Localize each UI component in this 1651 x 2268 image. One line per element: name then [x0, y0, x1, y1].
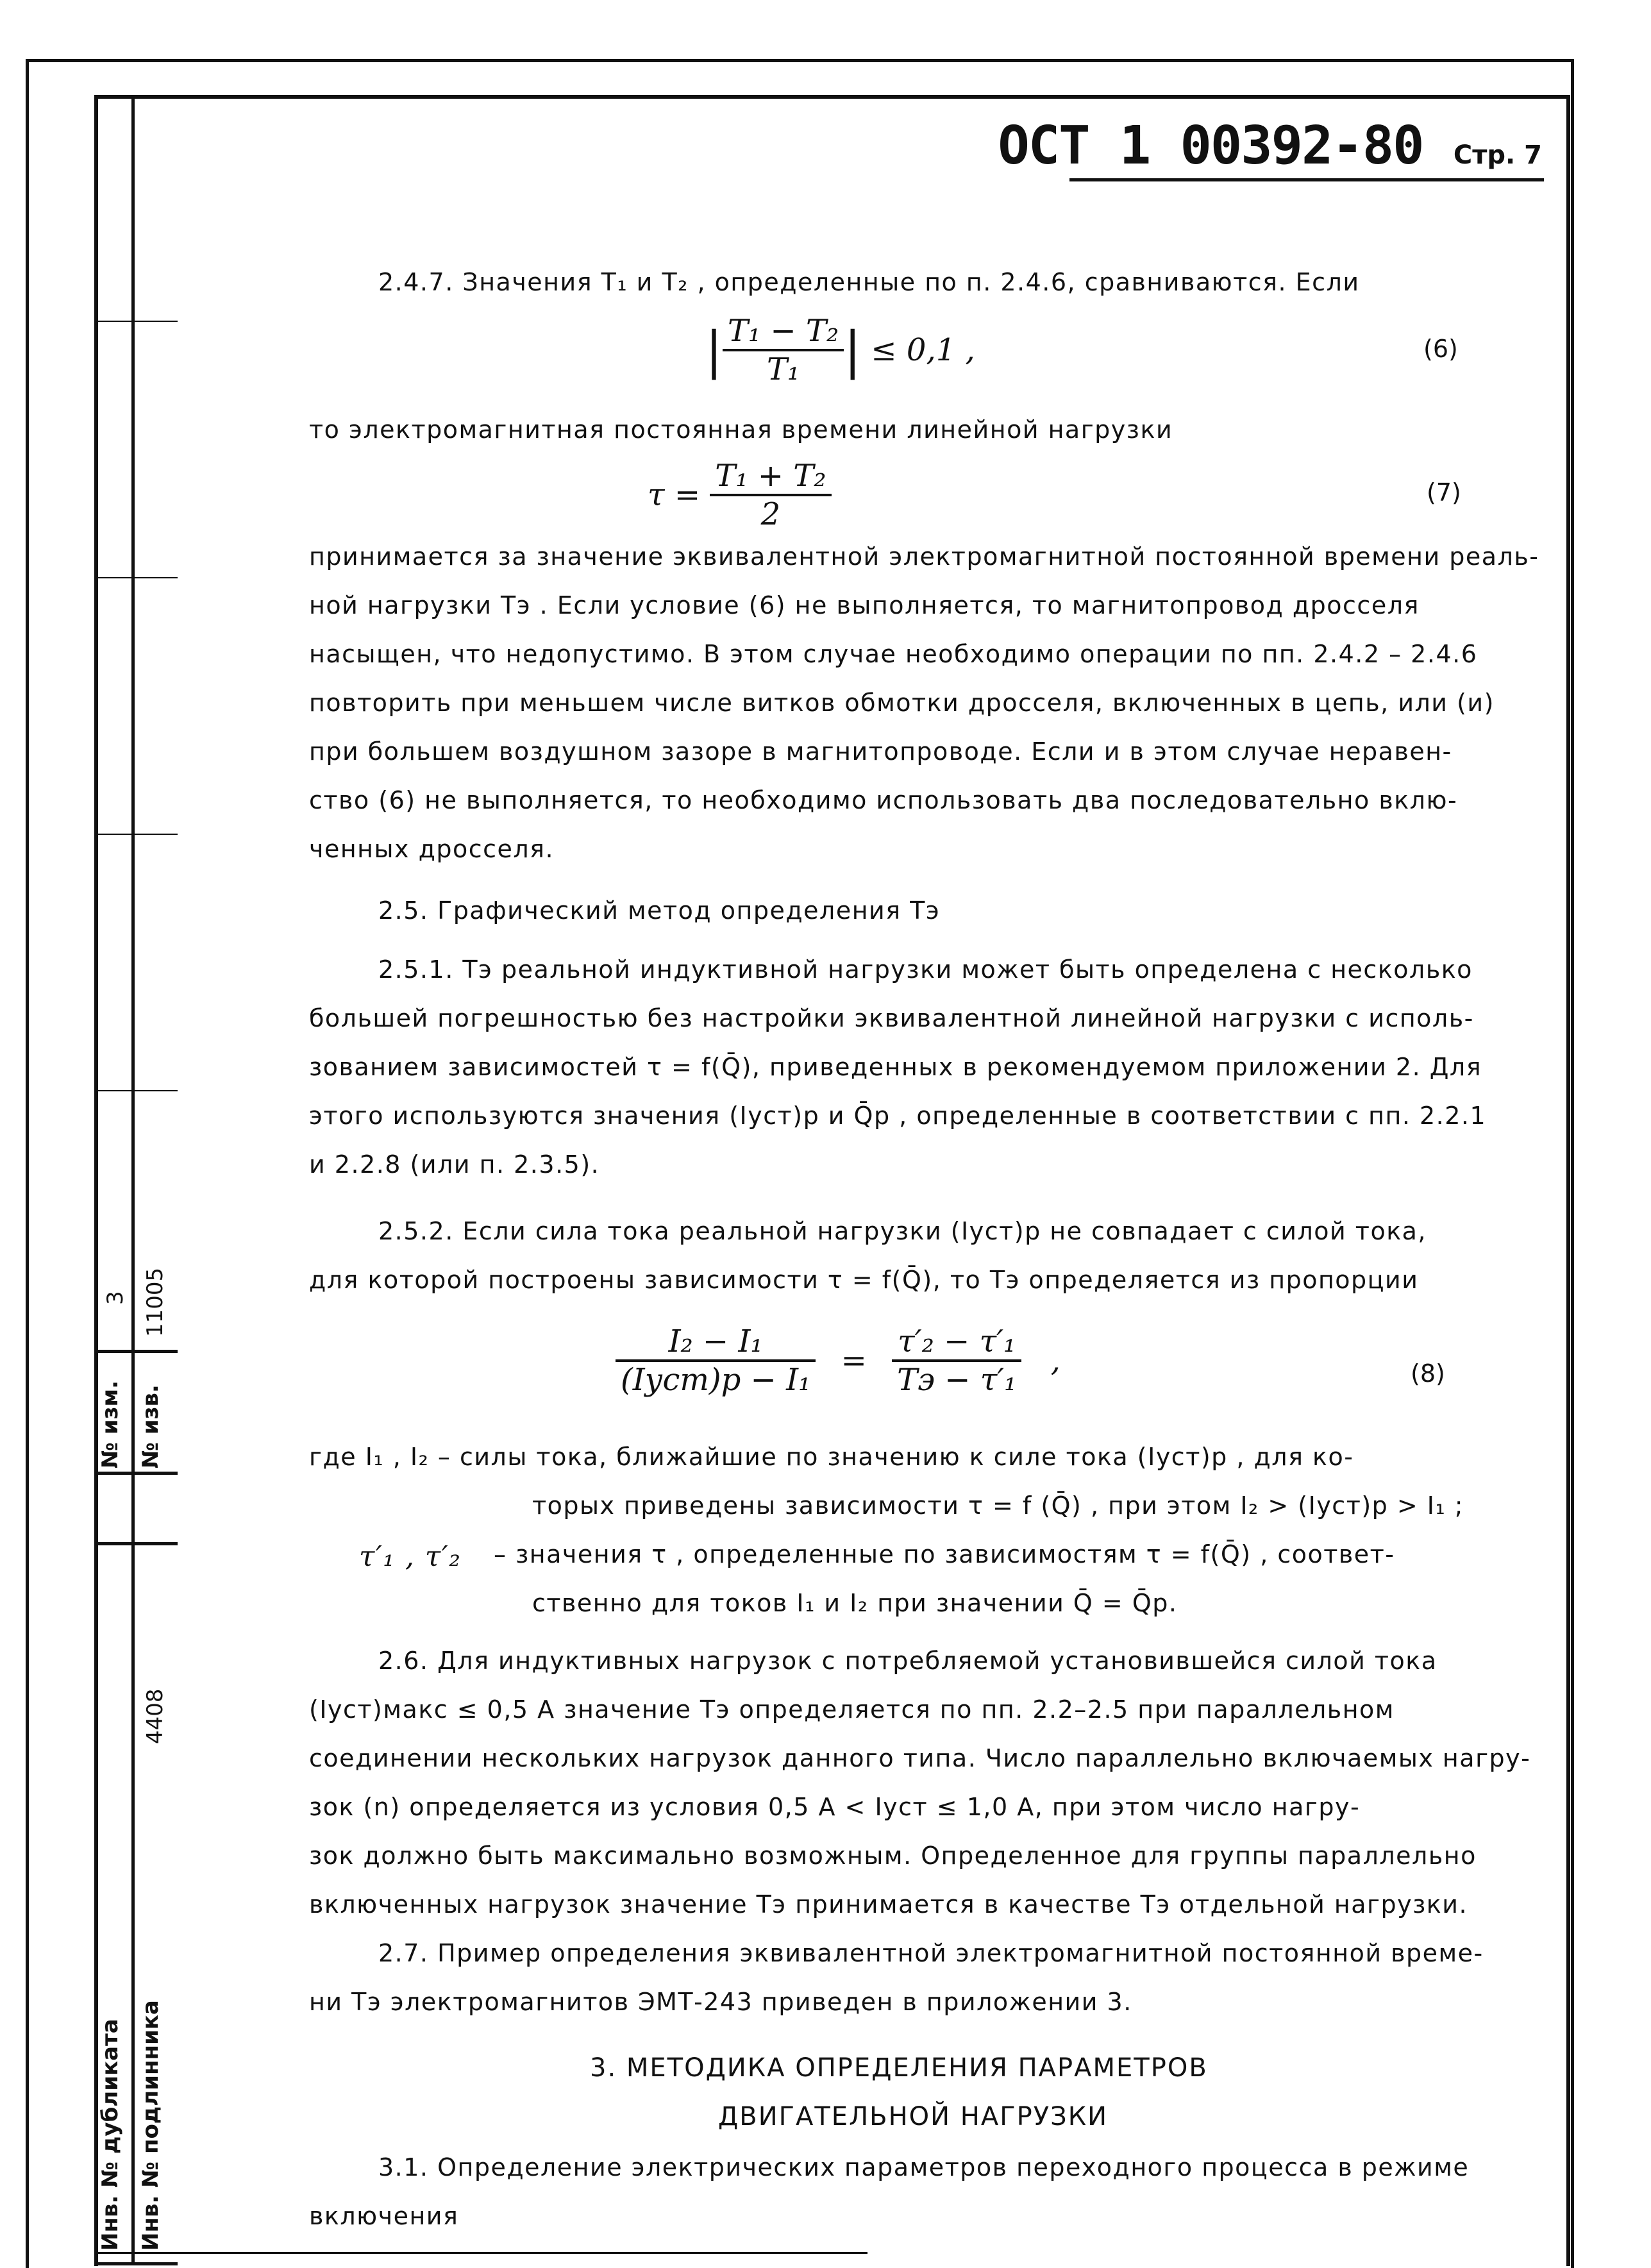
izm-label: № изм.: [97, 1380, 123, 1468]
text-line: зок (n) определяется из условия 0,5 А < Iуст ≤ 1,0 А, при этом число нагру-: [309, 1793, 1361, 1821]
page-number: Стр. 7: [1453, 140, 1542, 170]
formula-6: | $\frac{\text{T₁ − T₂}}{\text{T₁}}$ | ≤ 0,1 ,: [705, 313, 975, 387]
text-line: 3.1. Определение электрических параметров переходного процесса в режиме: [378, 2153, 1470, 2181]
formula-6-numerator: T₁ − T₂: [727, 313, 839, 349]
text-line: 2.5.2. Если сила тока реальной нагрузки (Iуст)р не совпадает с силой тока,: [378, 1217, 1427, 1245]
formula-7-fraction: [710, 458, 831, 532]
text-line: этого используются значения (Iуст)р и Q̄р , определенные в соответствии с пп. 2.2.1: [309, 1102, 1487, 1130]
paragraph-2-5: 2.5. Графический метод определения Tэ: [378, 896, 941, 925]
formula-8-left-numerator: I₂ − I₁: [668, 1323, 763, 1359]
text-line: насыщен, что недопустимо. В этом случае необходимо операции по пп. 2.4.2 – 2.4.6: [309, 640, 1478, 668]
formula-8-right-denominator: Tэ − τ′₁: [897, 1362, 1017, 1398]
formula-6-fraction: [723, 313, 844, 387]
section-3-heading-cont: ДВИГАТЕЛЬНОЙ НАГРУЗКИ: [718, 2102, 1109, 2131]
text-line: ченных дросселя.: [309, 835, 555, 863]
text-line: зованием зависимостей τ = f(Q̄), приведенных в рекомендуемом приложении 2. Для: [309, 1053, 1482, 1081]
formula-8-comma: ,: [1050, 1343, 1060, 1379]
tau-primes: τ′₁ , τ′₂: [359, 1540, 462, 1573]
text-line: для которой построены зависимости τ = f(Q̄), то Tэ определяется из пропорции: [309, 1266, 1419, 1294]
text-line: принимается за значение эквивалентной электромагнитной постоянной времени реаль-: [309, 542, 1539, 571]
formula-8-right-numerator: τ′₂ − τ′₁: [898, 1323, 1016, 1359]
text-line: ство (6) не выполняется, то необходимо использовать два последовательно вклю-: [309, 786, 1458, 814]
orig-value: 4408: [142, 1688, 168, 1744]
stamp-row-divider: [94, 2262, 178, 2265]
stamp-row-divider: [94, 1542, 178, 1545]
page-header: [998, 115, 1542, 176]
text-line: 2.6. Для индуктивных нагрузок с потребляемой установившейся силой тока: [378, 1647, 1437, 1675]
stamp-row-divider: [94, 577, 178, 578]
formula-7-denominator: 2: [760, 496, 781, 532]
formula-7: [648, 458, 832, 532]
formula-8-left-denominator: (Iуст)р − I₁: [621, 1362, 811, 1398]
stamp-row-divider: [94, 1350, 178, 1353]
izv-value: 11005: [142, 1267, 168, 1337]
stamp-row-divider: [94, 321, 178, 322]
text-line: повторить при меньшем числе витков обмотки дросселя, включенных в цепь, или (и): [309, 689, 1495, 717]
formula-7-numerator: T₁ + T₂: [715, 458, 826, 494]
stamp-column-divider: [131, 95, 135, 2262]
orig-label: Инв. № подлинника: [138, 2000, 163, 2251]
text-line: соединении нескольких нагрузок данного типа. Число параллельно включаемых нагру-: [309, 1744, 1531, 1772]
izv-label: № изв.: [138, 1384, 163, 1468]
text-line: 2.7. Пример определения эквивалентной электромагнитной постоянной време-: [378, 1939, 1484, 1967]
formula-8-equals: =: [841, 1343, 867, 1379]
text-line: включения: [309, 2202, 459, 2230]
formula-8-left-fraction: [616, 1323, 816, 1398]
paragraph-2-4-7: 2.4.7. Значения T₁ и T₂ , определенные по п. 2.4.6, сравниваются. Если: [378, 268, 1360, 296]
stamp-row-divider: [94, 1090, 178, 1091]
formula-8: [616, 1323, 1060, 1398]
text-line: (Iуст)макс ≤ 0,5 А значение Tэ определяется по пп. 2.2–2.5 при параллельном: [309, 1695, 1395, 1724]
formula-6-rhs: ≤ 0,1 ,: [871, 332, 975, 368]
stamp-row-divider: [94, 1472, 178, 1475]
text-line: ни Tэ электромагнитов ЭМТ-243 приведен в приложении 3.: [309, 1988, 1132, 2016]
text-line: ственно для токов I₁ и I₂ при значении Q̄ = Q̄р.: [532, 1589, 1178, 1617]
formula-6-number: (6): [1423, 335, 1458, 363]
bottom-rule: [98, 2252, 867, 2254]
text-line: и 2.2.8 (или п. 2.3.5).: [309, 1150, 600, 1179]
formula-8-right-fraction: [892, 1323, 1021, 1398]
formula-7-lhs: τ =: [648, 477, 701, 513]
formula-8-number: (8): [1411, 1359, 1445, 1388]
section-3-heading: 3. МЕТОДИКА ОПРЕДЕЛЕНИЯ ПАРАМЕТРОВ: [590, 2053, 1208, 2083]
text-line: ной нагрузки Tэ . Если условие (6) не выполняется, то магнитопровод дросселя: [309, 591, 1420, 619]
text-line: где I₁ , I₂ – силы тока, ближайшие по значению к силе тока (Iуст)р , для ко-: [309, 1443, 1354, 1471]
text-line: при большем воздушном зазоре в магнитопроводе. Если и в этом случае неравен-: [309, 737, 1452, 766]
text-line: то электромагнитная постоянная времени линейной нагрузки: [309, 416, 1173, 444]
text-line: – значения τ , определенные по зависимостям τ = f(Q̄) , соответ-: [494, 1540, 1395, 1568]
formula-7-number: (7): [1427, 478, 1461, 507]
izm-value: 3: [103, 1291, 128, 1305]
text-line: большей погрешностью без настройки эквивалентной линейной нагрузки с исполь-: [309, 1004, 1474, 1032]
text-line: включенных нагрузок значение Tэ принимается в качестве Tэ отдельной нагрузки.: [309, 1890, 1468, 1919]
dup-label: Инв. № дубликата: [97, 2019, 123, 2251]
text-line: зок должно быть максимально возможным. Определенное для группы параллельно: [309, 1842, 1477, 1870]
formula-6-denominator: T₁: [766, 351, 800, 387]
text-line: 2.5.1. Tэ реальной индуктивной нагрузки может быть определена с несколько: [378, 955, 1473, 984]
stamp-row-divider: [94, 834, 178, 835]
header-underline: [1069, 178, 1544, 181]
standard-code: ОСТ 1 00392-80: [998, 115, 1423, 176]
text-line: торых приведены зависимости τ = f (Q̄) , при этом I₂ > (Iуст)р > I₁ ;: [532, 1491, 1464, 1520]
